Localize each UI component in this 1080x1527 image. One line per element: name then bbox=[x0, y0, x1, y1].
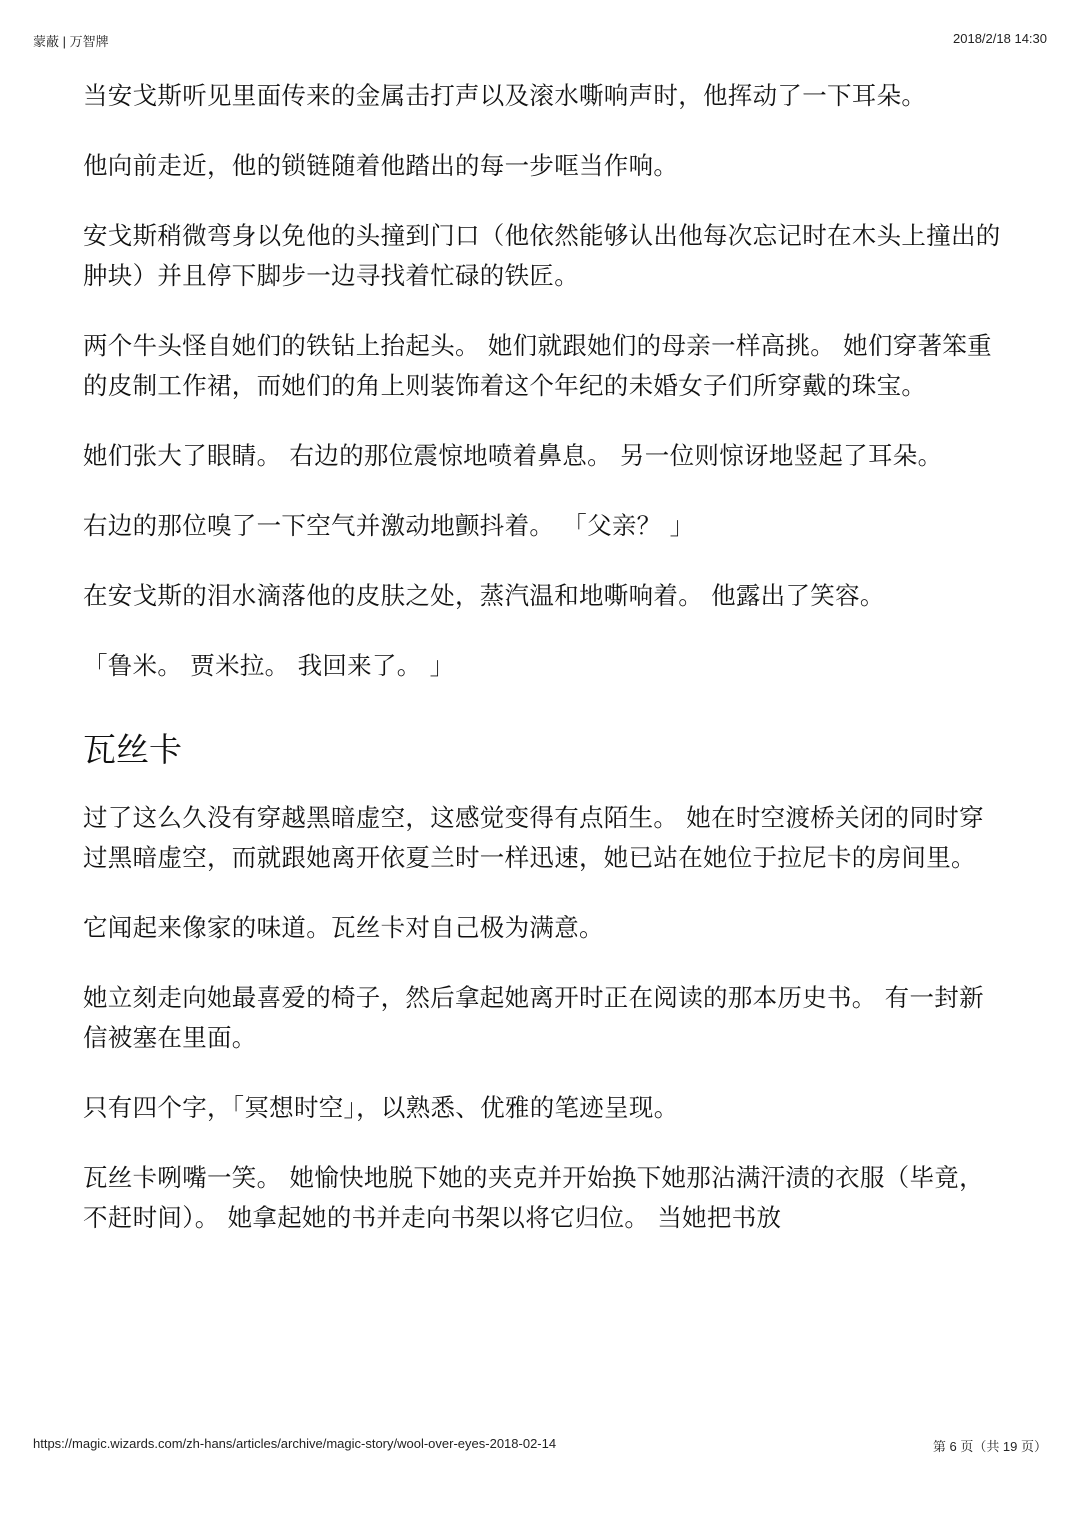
paragraph: 瓦丝卡咧嘴一笑。 她愉快地脱下她的夹克并开始换下她那沾满汗渍的衣服（毕竟，不赶时间）。 她拿起她的书并走向书架以将它归位。 当她把书放 bbox=[83, 1163, 984, 1232]
print-datetime: 2018/2/18 14:30 bbox=[953, 31, 1047, 46]
paragraph: 安戈斯稍微弯身以免他的头撞到门口（他依然能够认出他每次忘记时在木头上撞出的肿块）并且停下脚步一边寻找着忙碌的铁匠。 bbox=[83, 221, 1001, 290]
paragraph: 在安戈斯的泪水滴落他的皮肤之处，蒸汽温和地嘶响着。 他露出了笑容。 bbox=[83, 581, 885, 610]
paragraph: 过了这么久没有穿越黑暗虚空，这感觉变得有点陌生。 她在时空渡桥关闭的同时穿过黑暗虚空，而就跟她离开依夏兰时一样迅速，她已站在她位于拉尼卡的房间里。 bbox=[83, 803, 984, 872]
print-footer bbox=[33, 1436, 1047, 1455]
paragraph: 「鲁米。 贾米拉。 我回来了。 」 bbox=[83, 651, 455, 680]
paragraph: 右边的那位嗅了一下空气并激动地颤抖着。 「父亲？ 」 bbox=[83, 511, 695, 540]
paragraph: 她们张大了眼睛。 右边的那位震惊地喷着鼻息。 另一位则惊讶地竖起了耳朵。 bbox=[83, 441, 943, 470]
site-title: 蒙蔽 | 万智牌 bbox=[33, 34, 109, 49]
paragraph: 当安戈斯听见里面传来的金属击打声以及滚水嘶响声时，他挥动了一下耳朵。 bbox=[83, 81, 927, 110]
print-header bbox=[33, 31, 1047, 50]
page-indicator: 第 6 页（共 19 页） bbox=[932, 1439, 1047, 1454]
paragraph: 只有四个字，「冥想时空」，以熟悉、优雅的笔迹呈现。 bbox=[83, 1093, 679, 1122]
paragraph: 她立刻走向她最喜爱的椅子，然后拿起她离开时正在阅读的那本历史书。 有一封新信被塞在里面。 bbox=[83, 983, 984, 1052]
page-url: https://magic.wizards.com/zh-hans/articles/archive/magic-story/wool-over-eyes-2018-02-14 bbox=[33, 1436, 557, 1451]
paragraph: 它闻起来像家的味道。瓦丝卡对自己极为满意。 bbox=[83, 913, 604, 942]
paragraph: 两个牛头怪自她们的铁钻上抬起头。 她们就跟她们的母亲一样高挑。 她们穿著笨重的皮制工作裙，而她们的角上则装饰着这个年纪的未婚女子们所穿戴的珠宝。 bbox=[83, 331, 992, 400]
article-body bbox=[83, 76, 1003, 1406]
section-heading: 瓦丝卡 bbox=[83, 730, 182, 769]
paragraph: 他向前走近，他的锁链随着他踏出的每一步哐当作响。 bbox=[83, 151, 679, 180]
